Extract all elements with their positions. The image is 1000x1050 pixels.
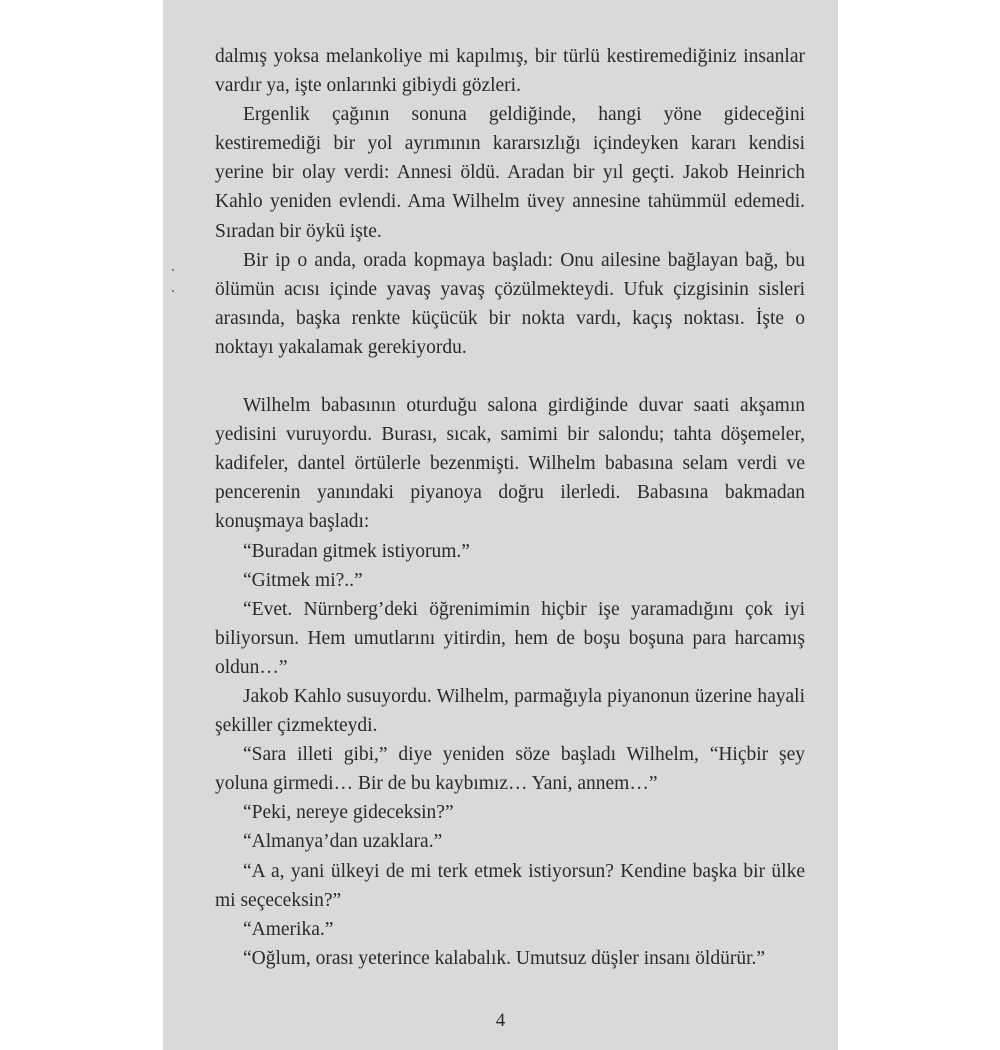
paragraph: “Almanya’dan uzaklara.” (243, 831, 443, 853)
text-section-1 (215, 42, 805, 362)
page-number: 4 (495, 1010, 506, 1031)
paragraph: Wilhelm babasının oturduğu salona girdiğinde duvar saati akşamın yedisini vuruyordu. Burası, sıcak, samimi bir salondu; tahta döşemeler, kadifeler, dantel örtülerle bezenmişti. Wilhelm babasına selam verdi ve pencerenin yanındaki piyanoya doğru ilerledi. Babasına bakmadan konuşmaya başladı: (215, 395, 805, 533)
paragraph: dalmış yoksa melankoliye mi kapılmış, bir türlü kestiremediğiniz insanlar vardır ya, işte onlarınki gibiydi gözleri. (215, 46, 805, 97)
paragraph: “Peki, nereye gideceksin?” (243, 802, 454, 824)
paragraph: “Gitmek mi?..” (243, 569, 363, 591)
page-speck (172, 290, 174, 292)
page-speck (172, 269, 174, 271)
paragraph: “Oğlum, orası yeterince kalabalık. Umutsuz düşler insanı öldürür.” (243, 947, 766, 969)
text-section-2 (215, 391, 805, 973)
paragraph: Jakob Kahlo susuyordu. Wilhelm, parmağıyla piyanonun üzerine hayali şekiller çizmekteydi. (215, 685, 805, 737)
page-body-text (215, 42, 805, 973)
paragraph: Ergenlik çağının sonuna geldiğinde, hangi yöne gideceğini kestiremediği bir yol ayrımının kararsızlığı içindeyken kararı kendisi yerine bir olay verdi: Annesi öldü. Aradan bir yıl geçti. Jakob Heinrich Kahlo yeniden evlendi. Ama Wilhelm üvey annesine tahümmül edemedi. Sıradan bir öykü işte. (215, 104, 805, 242)
paragraph: Bir ip o anda, orada kopmaya başladı: Onu ailesine bağlayan bağ, bu ölümün acısı içinde yavaş yavaş çözülmekteydi. Ufuk çizgisinin sisleri arasında, başka renkte küçücük bir nokta vardı, kaçış noktası. İşte o noktayı yakalamak gerekiyordu. (215, 249, 805, 358)
book-page (163, 0, 838, 1050)
paragraph: “Evet. Nürnberg’deki öğrenimimin hiçbir işe yaramadığını çok iyi biliyorsun. Hem umutlarını yitirdin, hem de boşu boşuna para harcamış oldun…” (215, 598, 805, 678)
paragraph: “Sara illeti gibi,” diye yeniden söze başladı Wilhelm, “Hiçbir şey yoluna girmedi… Bir de bu kaybımız… Yani, annem…” (215, 744, 805, 795)
paragraph: “A a, yani ülkeyi de mi terk etmek istiyorsun? Kendine başka bir ülke mi seçeceksin?” (215, 860, 805, 911)
paragraph: “Buradan gitmek istiyorum.” (243, 540, 470, 562)
section-break (215, 362, 805, 391)
paragraph: “Amerika.” (243, 918, 334, 940)
